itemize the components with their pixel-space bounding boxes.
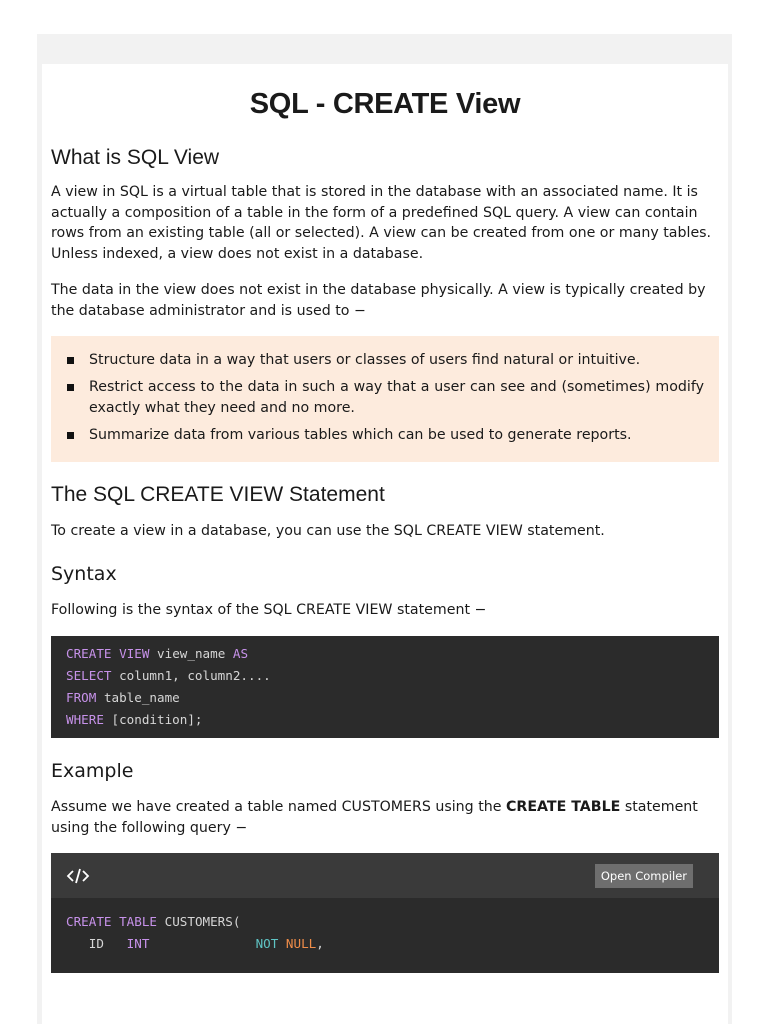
list-item: Restrict access to the data in such a way that a user can see and (sometimes) modify exactly what they need and no more. <box>67 377 704 419</box>
square-bullet-icon <box>67 357 74 364</box>
heading-syntax: Syntax <box>51 563 117 585</box>
paragraph-view-data: The data in the view does not exist in the database physically. A view is typically created by the database administrator and is used to − <box>51 282 706 319</box>
square-bullet-icon <box>67 384 74 391</box>
list-item: Structure data in a way that users or classes of users find natural or intuitive. <box>67 350 704 371</box>
paragraph-syntax-intro: Following is the syntax of the SQL CREATE VIEW statement − <box>51 602 487 618</box>
heading-create-view-statement: The SQL CREATE VIEW Statement <box>51 483 385 506</box>
list-item: Summarize data from various tables which can be used to generate reports. <box>67 425 704 446</box>
article-content <box>42 64 728 1024</box>
heading-example: Example <box>51 760 134 782</box>
syntax-code-block <box>51 636 719 738</box>
uses-list <box>51 336 719 446</box>
example-code: CREATE TABLE CUSTOMERS( ID INT NOT NULL, <box>66 914 324 951</box>
callout-uses-list <box>51 336 719 462</box>
paragraph-view-definition: A view in SQL is a virtual table that is stored in the database with an associated name. It is actually a composition of a table in the form of a predefined SQL query. A view can contain rows from an existing table (all or selected). A view can be created from one or many tables. Unless indexed, a view does not exist in a database. <box>51 184 712 262</box>
page-title: SQL - CREATE View <box>249 88 521 120</box>
code-icon <box>66 866 90 886</box>
paragraph-create-view-intro: To create a view in a database, you can use the SQL CREATE VIEW statement. <box>51 523 605 539</box>
heading-what-is-sql-view: What is SQL View <box>51 146 220 169</box>
open-compiler-button[interactable]: Open Compiler <box>595 864 693 888</box>
example-code-block <box>51 853 719 973</box>
code-toolbar <box>51 853 719 898</box>
create-table-emphasis: CREATE TABLE <box>505 799 621 815</box>
square-bullet-icon <box>67 432 74 439</box>
paragraph-example-intro: Assume we have created a table named CUSTOMERS using the CREATE TABLE statement using the following query − <box>51 799 698 836</box>
syntax-code: CREATE VIEW view_name AS SELECT column1, column2.... FROM table_name WHERE [condition]; <box>66 646 271 727</box>
